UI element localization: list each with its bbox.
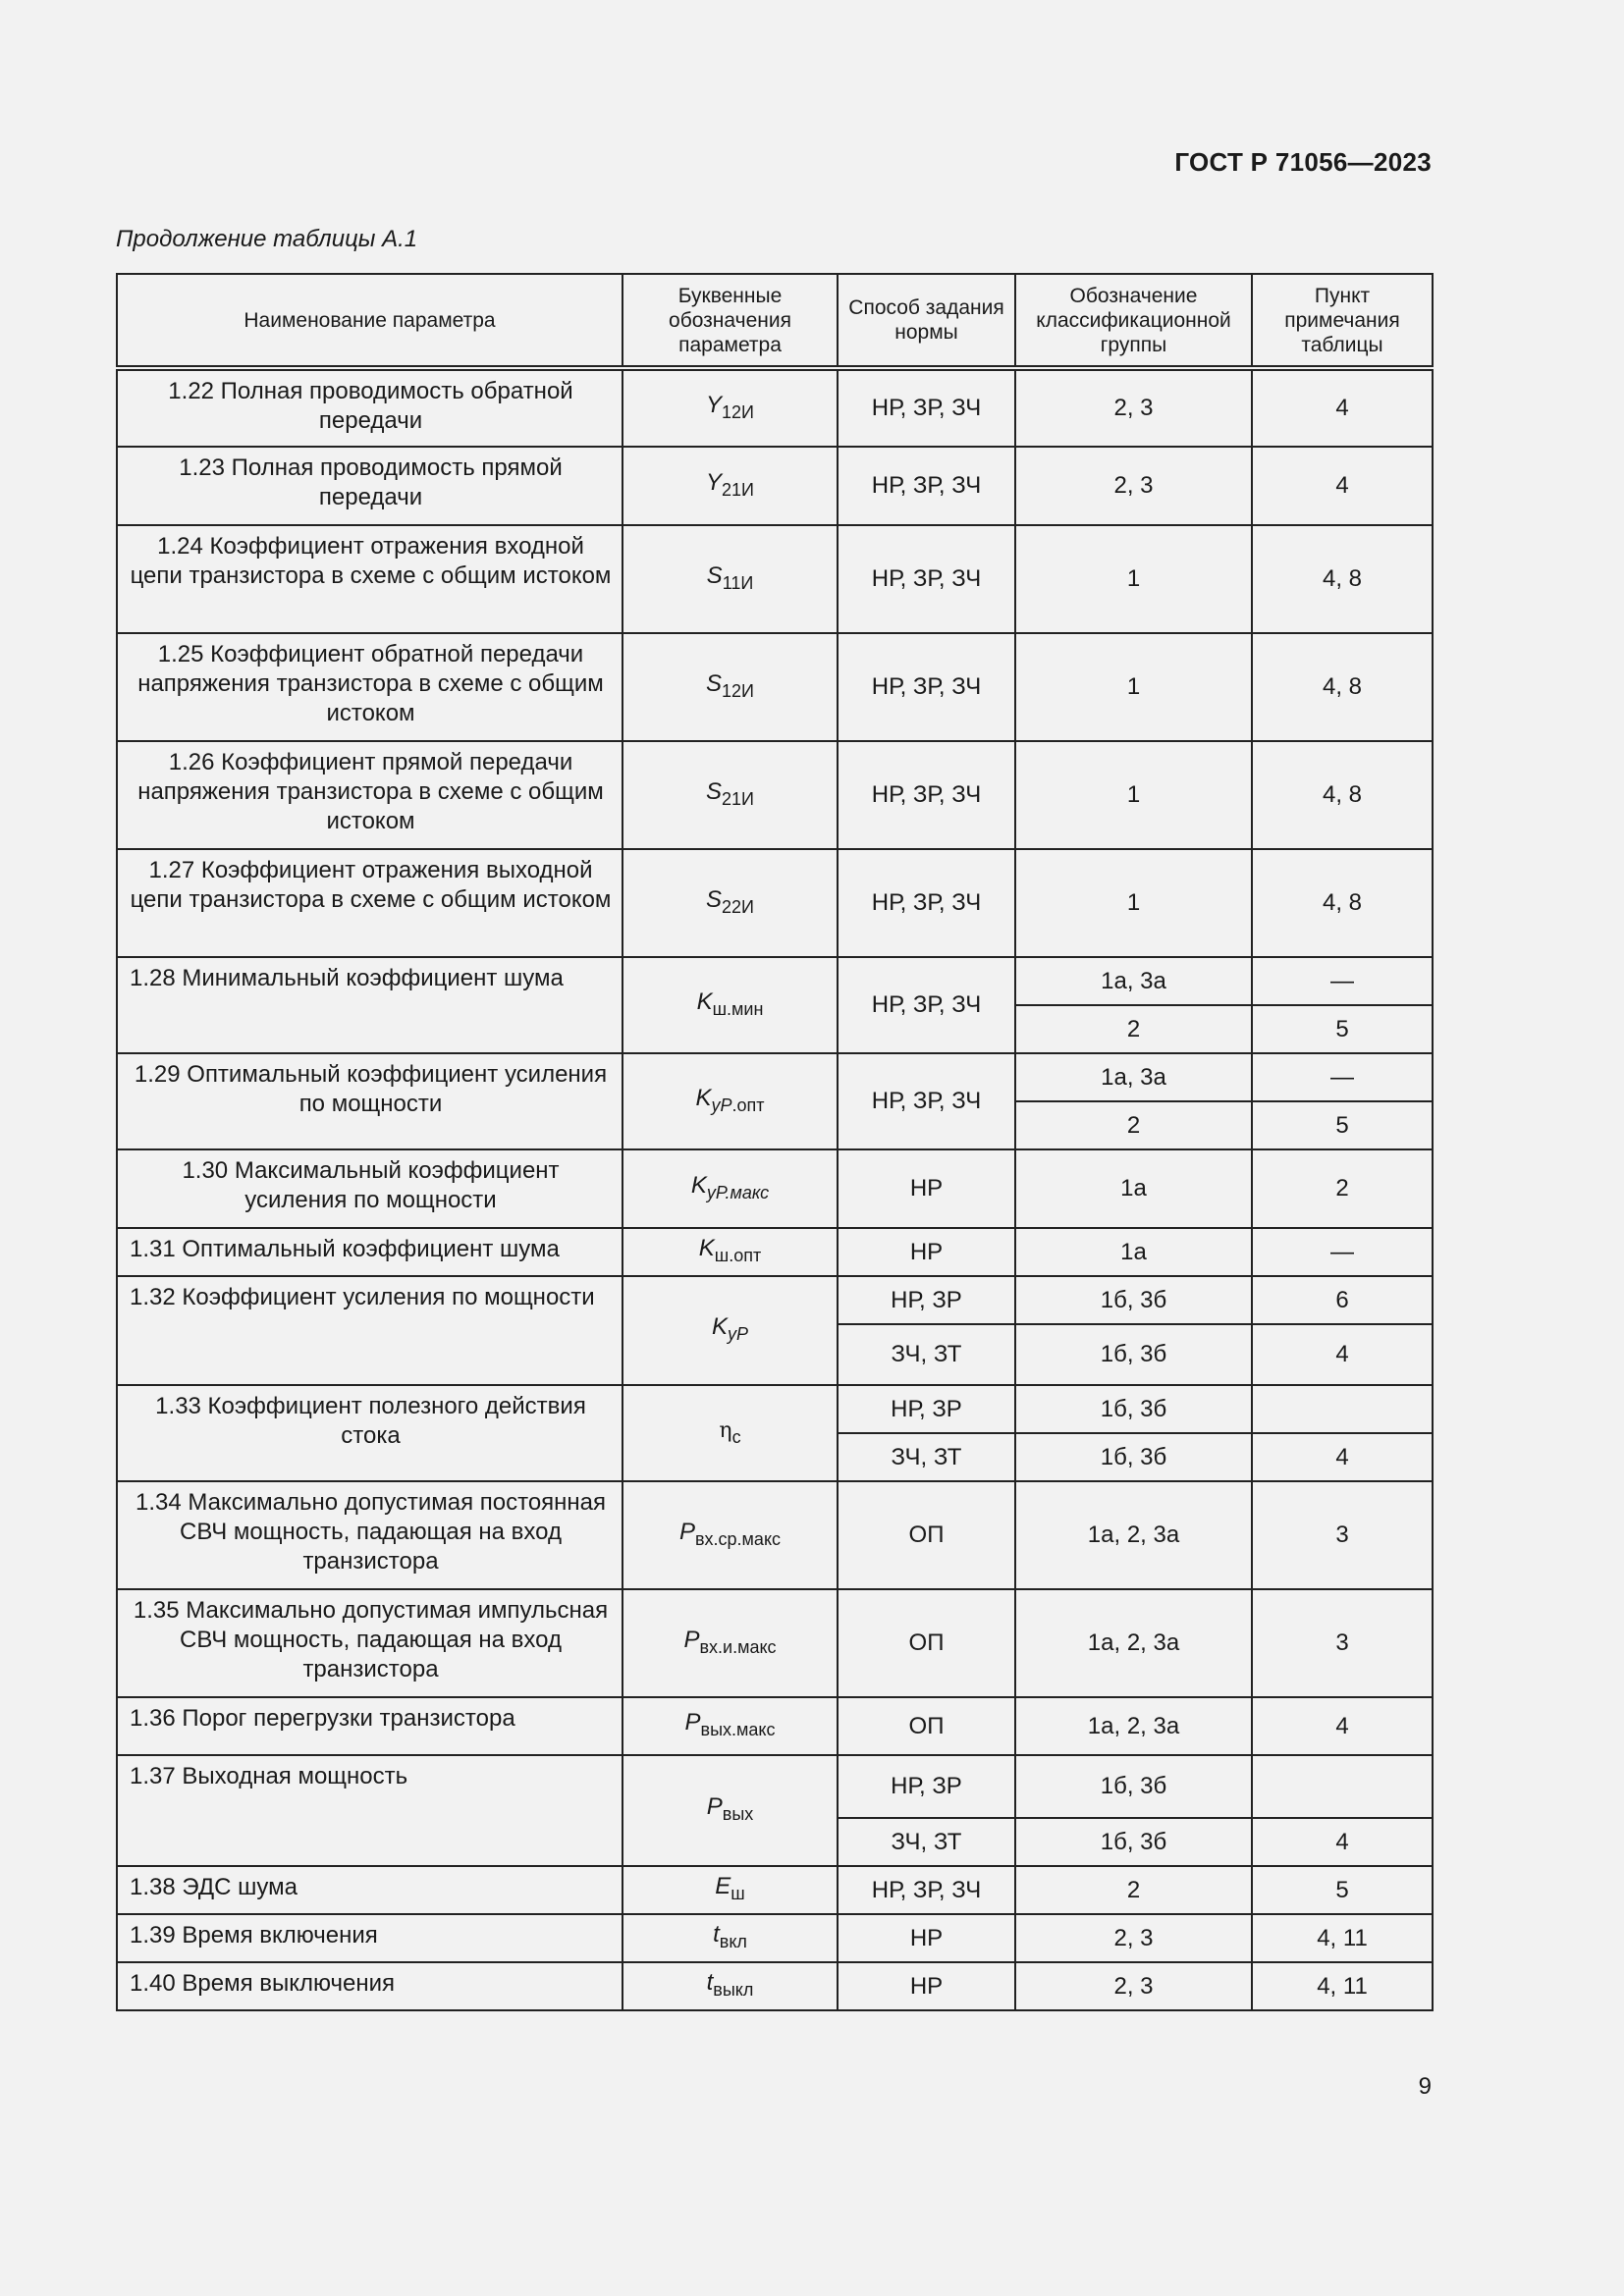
table-row [117, 1866, 1433, 1914]
note-item: 4 [1252, 1324, 1433, 1385]
header-class-group: Обозначение классификационной группы [1015, 274, 1252, 368]
class-group: 2, 3 [1015, 447, 1252, 525]
table-row [117, 1755, 1433, 1818]
table-row [117, 1589, 1433, 1697]
table-row [117, 1385, 1433, 1433]
note-item: 4, 8 [1252, 741, 1433, 849]
class-group: 1б, 3б [1015, 1324, 1252, 1385]
table-row [117, 957, 1433, 1005]
note-item: 4, 8 [1252, 633, 1433, 741]
norm-method: НР [838, 1914, 1015, 1962]
class-group: 1 [1015, 849, 1252, 957]
parameter-name: 1.25 Коэффициент обратной передачи напряжения транзистора в схеме с общим истоком [117, 633, 623, 741]
norm-method: НР, ЗР [838, 1385, 1015, 1433]
note-item: 5 [1252, 1101, 1433, 1149]
norm-method: НР, ЗР, ЗЧ [838, 1866, 1015, 1914]
class-group: 2 [1015, 1005, 1252, 1053]
norm-method: НР, ЗР, ЗЧ [838, 447, 1015, 525]
class-group: 1а, 2, 3а [1015, 1697, 1252, 1755]
class-group: 1б, 3б [1015, 1276, 1252, 1324]
parameter-symbol: $\eta_с$ [623, 1385, 838, 1481]
norm-method: ЗЧ, ЗТ [838, 1324, 1015, 1385]
class-group: 2 [1015, 1866, 1252, 1914]
page-number: 9 [1418, 2073, 1432, 2100]
note-item: 4 [1252, 1697, 1433, 1755]
parameter-name: 1.39 Время включения [117, 1914, 623, 1962]
parameter-symbol: $K_{уP.макс}$ [623, 1149, 838, 1228]
parameter-name: 1.31 Оптимальный коэффициент шума [117, 1228, 623, 1276]
class-group: 1а [1015, 1228, 1252, 1276]
norm-method: НР, ЗР, ЗЧ [838, 368, 1015, 447]
norm-method: НР, ЗР, ЗЧ [838, 741, 1015, 849]
table-row [117, 1481, 1433, 1589]
parameter-name: 1.23 Полная проводимость прямой передачи [117, 447, 623, 525]
parameter-symbol: $Y_{12И}$ [623, 368, 838, 447]
class-group: 1 [1015, 525, 1252, 633]
norm-method: НР, ЗР, ЗЧ [838, 1053, 1015, 1149]
note-item: 4, 8 [1252, 849, 1433, 957]
norm-method: НР [838, 1149, 1015, 1228]
table-row [117, 633, 1433, 741]
class-group: 1а [1015, 1149, 1252, 1228]
note-item: 2 [1252, 1149, 1433, 1228]
class-group: 1 [1015, 633, 1252, 741]
note-item: — [1252, 1053, 1433, 1101]
norm-method: ОП [838, 1697, 1015, 1755]
table-row [117, 1697, 1433, 1755]
norm-method: НР, ЗР [838, 1276, 1015, 1324]
parameter-name: 1.37 Выходная мощность [117, 1755, 623, 1866]
table-row [117, 1914, 1433, 1962]
table-row [117, 741, 1433, 849]
note-item: 5 [1252, 1005, 1433, 1053]
table-row [117, 1149, 1433, 1228]
parameter-name: 1.26 Коэффициент прямой передачи напряжения транзистора в схеме с общим истоком [117, 741, 623, 849]
note-item: 4 [1252, 1433, 1433, 1481]
parameter-symbol: $P_{вх.ср.макс}$ [623, 1481, 838, 1589]
parameter-name: 1.22 Полная проводимость обратной передачи [117, 368, 623, 447]
note-item: 3 [1252, 1589, 1433, 1697]
table-row [117, 1276, 1433, 1324]
parameter-name: 1.40 Время выключения [117, 1962, 623, 2010]
norm-method: НР, ЗР, ЗЧ [838, 525, 1015, 633]
note-item: 4, 11 [1252, 1962, 1433, 2010]
table-header-row [117, 274, 1433, 368]
parameter-symbol: $K_{ш.опт}$ [623, 1228, 838, 1276]
parameter-name: 1.24 Коэффициент отражения входной цепи транзистора в схеме с общим истоком [117, 525, 623, 633]
parameter-symbol: $P_{вх.и.макс}$ [623, 1589, 838, 1697]
table-caption: Продолжение таблицы А.1 [116, 226, 418, 252]
class-group: 1а, 3а [1015, 1053, 1252, 1101]
class-group: 1а, 2, 3а [1015, 1589, 1252, 1697]
header-symbol: Буквенные обозначения параметра [623, 274, 838, 368]
header-norm-method: Способ задания нормы [838, 274, 1015, 368]
parameter-symbol: $E_ш$ [623, 1866, 838, 1914]
class-group: 1б, 3б [1015, 1755, 1252, 1818]
norm-method: НР, ЗР, ЗЧ [838, 957, 1015, 1053]
table-row [117, 1053, 1433, 1101]
note-item: 5 [1252, 1866, 1433, 1914]
parameters-table [116, 273, 1434, 2011]
table-row [117, 849, 1433, 957]
parameter-symbol: $Y_{21И}$ [623, 447, 838, 525]
table-row [117, 525, 1433, 633]
parameter-symbol: $K_{уP.опт}$ [623, 1053, 838, 1149]
parameter-symbol: $K_{ш.мин}$ [623, 957, 838, 1053]
class-group: 2, 3 [1015, 368, 1252, 447]
norm-method: ЗЧ, ЗТ [838, 1818, 1015, 1866]
note-item: 4, 8 [1252, 525, 1433, 633]
class-group: 2, 3 [1015, 1962, 1252, 2010]
class-group: 1б, 3б [1015, 1433, 1252, 1481]
document-code: ГОСТ Р 71056—2023 [1174, 147, 1432, 177]
parameter-name: 1.33 Коэффициент полезного действия стока [117, 1385, 623, 1481]
note-item: 3 [1252, 1481, 1433, 1589]
parameter-symbol: $t_{выкл}$ [623, 1962, 838, 2010]
table-row [117, 368, 1433, 447]
header-parameter-name: Наименование параметра [117, 274, 623, 368]
header-note-item: Пункт примечания таблицы [1252, 274, 1433, 368]
class-group: 2 [1015, 1101, 1252, 1149]
table-row [117, 1228, 1433, 1276]
class-group: 1б, 3б [1015, 1385, 1252, 1433]
parameter-name: 1.28 Минимальный коэффициент шума [117, 957, 623, 1053]
parameter-symbol: $P_{вых.макс}$ [623, 1697, 838, 1755]
class-group: 2, 3 [1015, 1914, 1252, 1962]
class-group: 1б, 3б [1015, 1818, 1252, 1866]
parameter-symbol: $t_{вкл}$ [623, 1914, 838, 1962]
norm-method: НР, ЗР, ЗЧ [838, 849, 1015, 957]
norm-method: НР, ЗР, ЗЧ [838, 633, 1015, 741]
parameter-name: 1.30 Максимальный коэффициент усиления по мощности [117, 1149, 623, 1228]
parameter-name: 1.32 Коэффициент усиления по мощности [117, 1276, 623, 1385]
class-group: 1а, 3а [1015, 957, 1252, 1005]
parameter-name: 1.38 ЭДС шума [117, 1866, 623, 1914]
parameter-name: 1.27 Коэффициент отражения выходной цепи транзистора в схеме с общим истоком [117, 849, 623, 957]
norm-method: ОП [838, 1481, 1015, 1589]
note-item: 4 [1252, 447, 1433, 525]
note-item [1252, 1755, 1433, 1818]
parameter-symbol: $S_{12И}$ [623, 633, 838, 741]
parameter-name: 1.35 Максимально допустимая импульсная СВЧ мощность, падающая на вход транзистора [117, 1589, 623, 1697]
note-item: 4 [1252, 1818, 1433, 1866]
parameter-symbol: $S_{21И}$ [623, 741, 838, 849]
table-row [117, 1962, 1433, 2010]
parameter-symbol: $K_{уP}$ [623, 1276, 838, 1385]
parameter-symbol: $S_{11И}$ [623, 525, 838, 633]
note-item: — [1252, 1228, 1433, 1276]
parameter-name: 1.36 Порог перегрузки транзистора [117, 1697, 623, 1755]
norm-method: ЗЧ, ЗТ [838, 1433, 1015, 1481]
norm-method: НР [838, 1962, 1015, 2010]
parameter-name: 1.34 Максимально допустимая постоянная СВЧ мощность, падающая на вход транзистора [117, 1481, 623, 1589]
norm-method: НР, ЗР [838, 1755, 1015, 1818]
table-row [117, 447, 1433, 525]
class-group: 1а, 2, 3а [1015, 1481, 1252, 1589]
norm-method: ОП [838, 1589, 1015, 1697]
note-item: — [1252, 957, 1433, 1005]
note-item: 4, 11 [1252, 1914, 1433, 1962]
note-item: 6 [1252, 1276, 1433, 1324]
parameter-name: 1.29 Оптимальный коэффициент усиления по мощности [117, 1053, 623, 1149]
class-group: 1 [1015, 741, 1252, 849]
note-item: 4 [1252, 368, 1433, 447]
norm-method: НР [838, 1228, 1015, 1276]
parameter-symbol: $S_{22И}$ [623, 849, 838, 957]
note-item [1252, 1385, 1433, 1433]
parameter-symbol: $P_{вых}$ [623, 1755, 838, 1866]
